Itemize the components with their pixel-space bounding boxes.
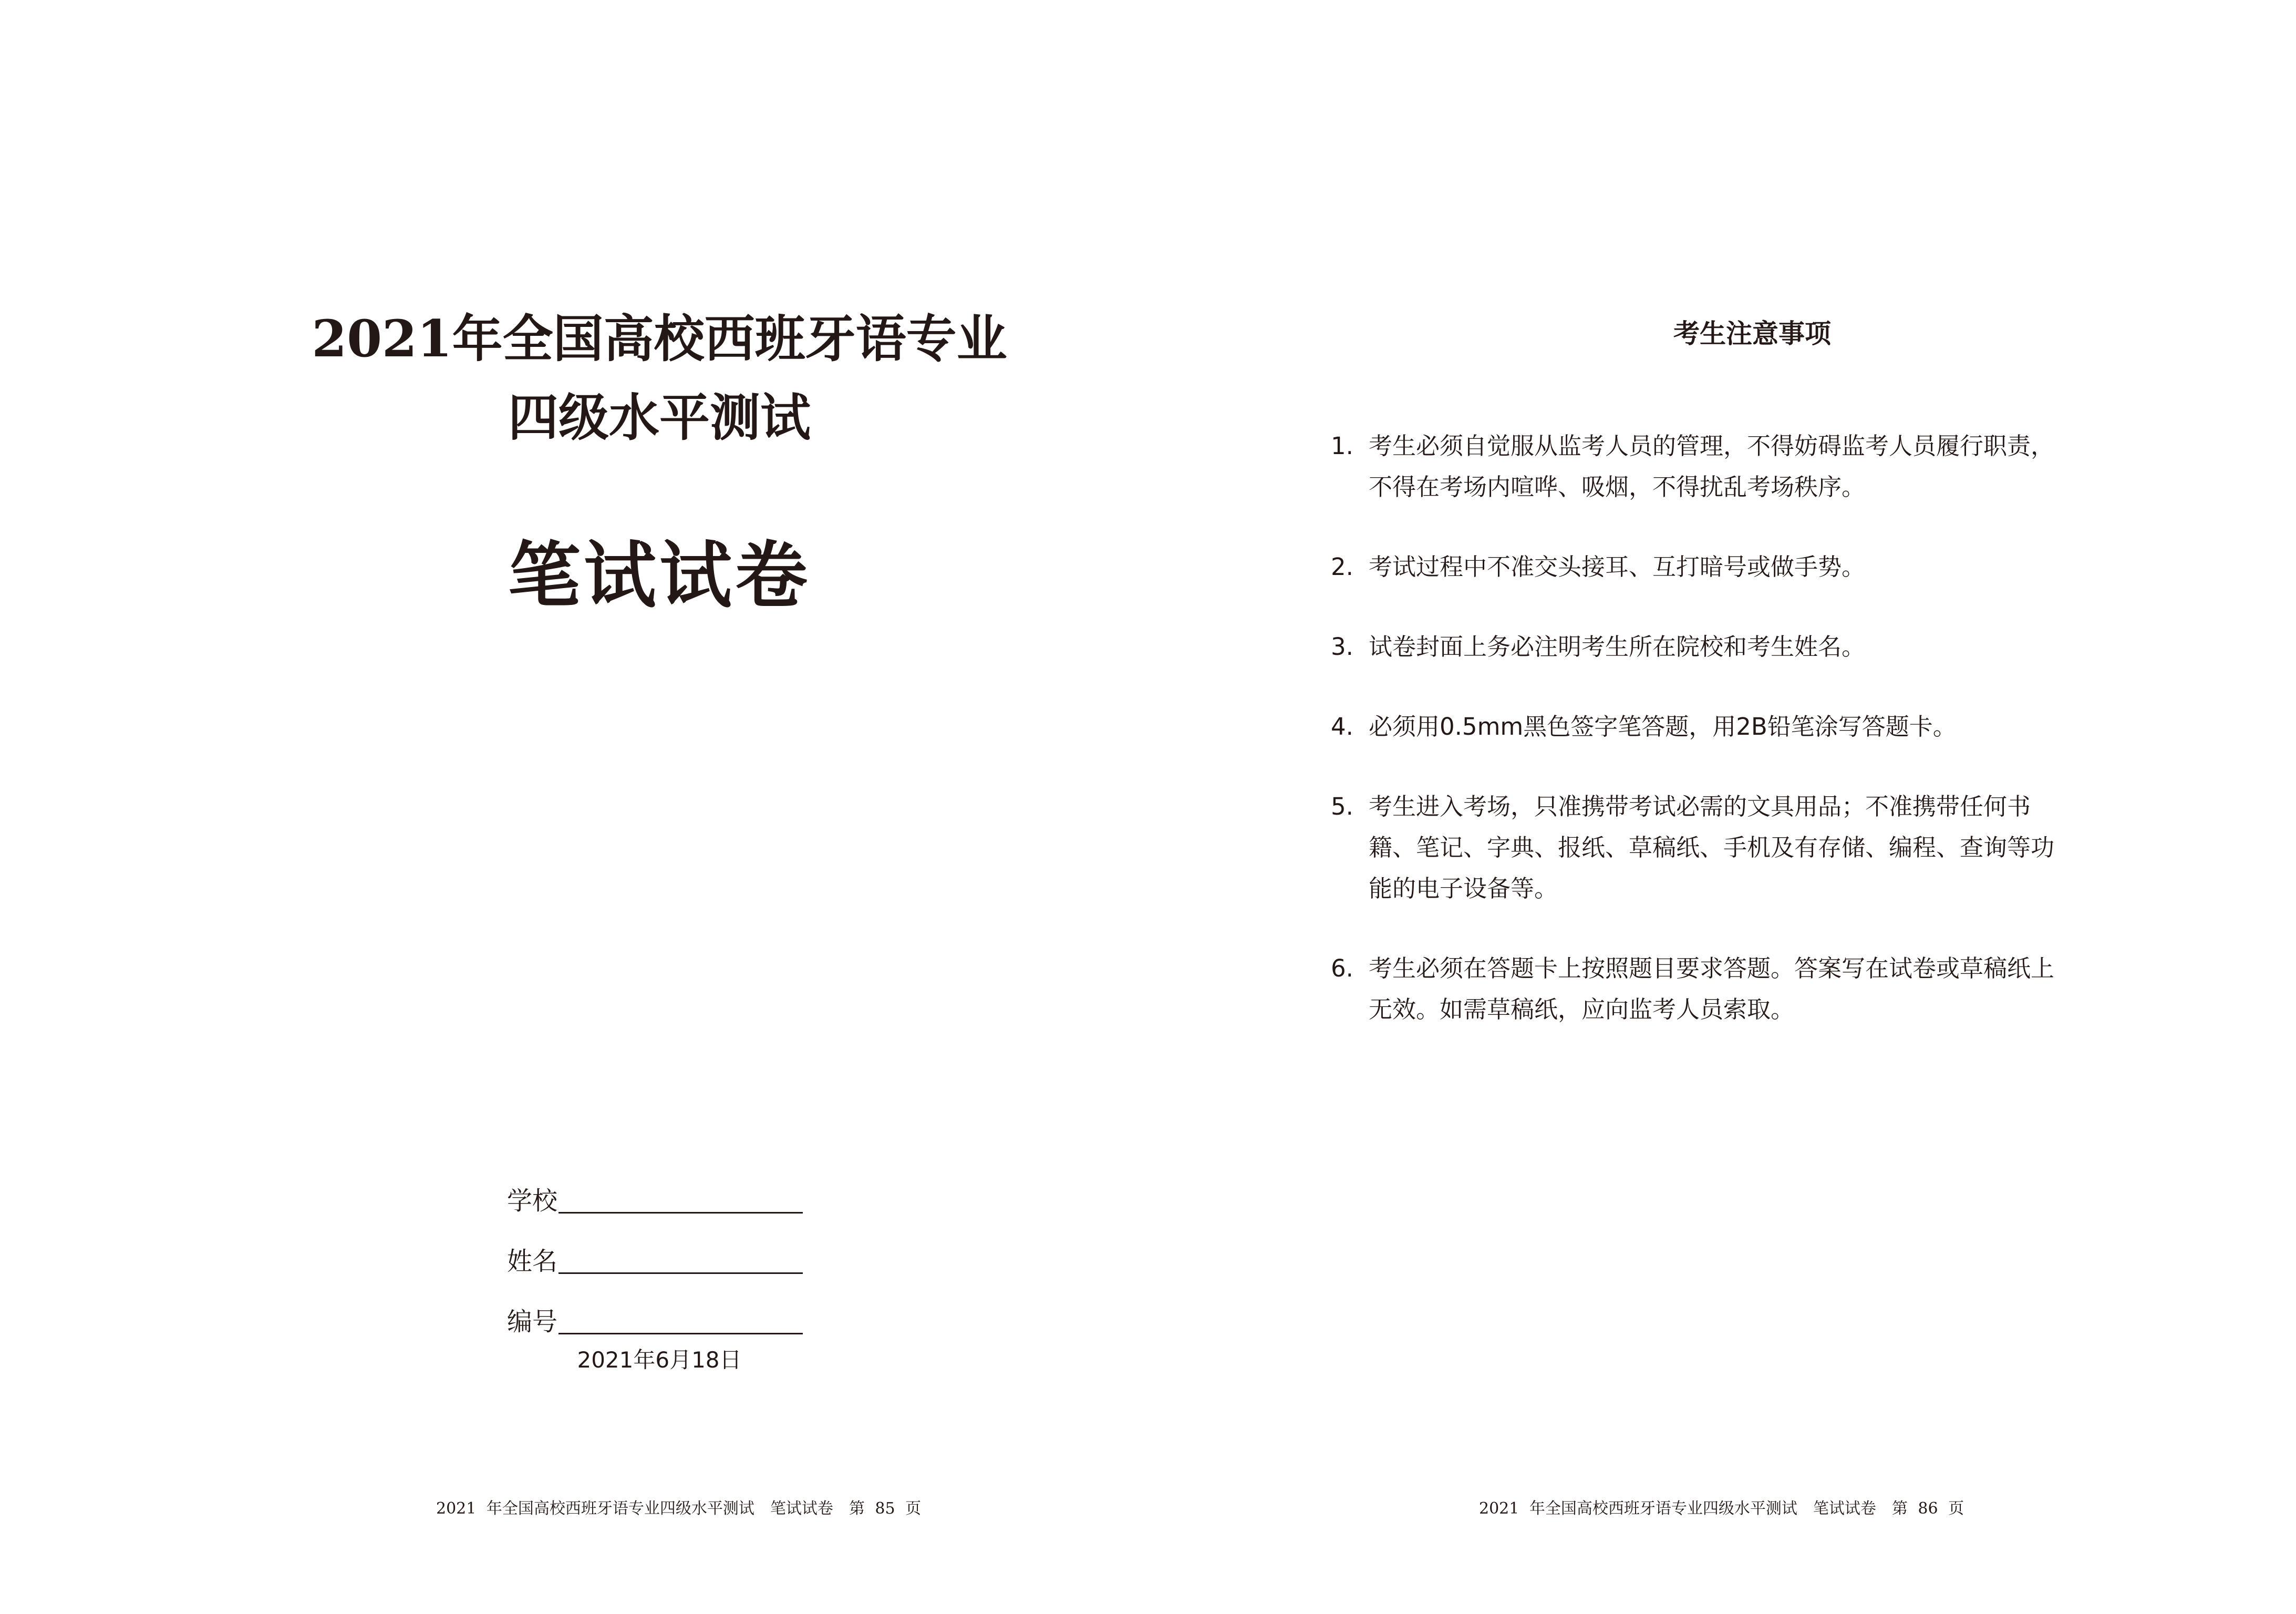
notice-text: 必须用0.5mm黑色签字笔答题，用2B铅笔涂写答题卡。	[1369, 713, 1957, 741]
notice-number: 6.	[1331, 954, 1353, 982]
notice-text: 试卷封面上务必注明考生所在院校和考生姓名。	[1369, 633, 1866, 661]
notice-text: 考生必须在答题卡上按照题目要求答题。答案写在试卷或草稿纸上无效。如需草稿纸，应向监考人员索取。	[1369, 954, 2055, 1023]
notice-number: 1.	[1331, 432, 1353, 460]
name-field-blank[interactable]	[559, 1247, 803, 1274]
notice-item	[1331, 706, 2066, 747]
exam-date: 2021年6月18日	[577, 1347, 742, 1373]
notice-number: 5.	[1331, 793, 1353, 820]
candidate-fields	[507, 1156, 803, 1338]
left-page-footer: 2021 年全国高校西班牙语专业四级水平测试 笔试试卷 第 85 页	[436, 1499, 922, 1518]
notice-number: 2.	[1331, 553, 1353, 581]
cover-title	[0, 300, 1319, 457]
notice-number: 3.	[1331, 633, 1353, 661]
notice-text: 考试过程中不准交头接耳、互打暗号或做手势。	[1369, 553, 1866, 581]
notice-item	[1331, 786, 2066, 909]
notice-item	[1331, 626, 2066, 667]
notice-number: 4.	[1331, 713, 1353, 741]
notice-text: 考生必须自觉服从监考人员的管理，不得妨碍监考人员履行职责，不得在考场内喧哗、吸烟，不得扰乱考场秩序。	[1369, 432, 2055, 501]
right-page	[1148, 0, 2296, 1614]
cover-subtitle: 笔试试卷	[508, 532, 811, 618]
notice-title: 考生注意事项	[1673, 318, 1831, 349]
notice-list	[1331, 426, 2066, 1069]
notice-item	[1331, 426, 2066, 508]
name-field	[507, 1217, 803, 1277]
number-field	[507, 1277, 803, 1338]
school-field	[507, 1156, 803, 1217]
number-field-label: 编号	[507, 1307, 558, 1337]
cover-title-line-2: 四级水平测试	[508, 388, 811, 447]
notice-item	[1331, 547, 2066, 588]
school-field-blank[interactable]	[559, 1187, 803, 1214]
school-field-label: 学校	[507, 1186, 558, 1216]
number-field-blank[interactable]	[559, 1308, 803, 1334]
cover-title-line-1: 2021年全国高校西班牙语专业	[312, 309, 1007, 368]
right-page-footer: 2021 年全国高校西班牙语专业四级水平测试 笔试试卷 第 86 页	[1479, 1499, 1964, 1518]
notice-item	[1331, 948, 2066, 1030]
name-field-label: 姓名	[507, 1247, 558, 1276]
notice-text: 考生进入考场，只准携带考试必需的文具用品；不准携带任何书籍、笔记、字典、报纸、草稿纸、手机及有存储、编程、查询等功能的电子设备等。	[1369, 793, 2055, 902]
